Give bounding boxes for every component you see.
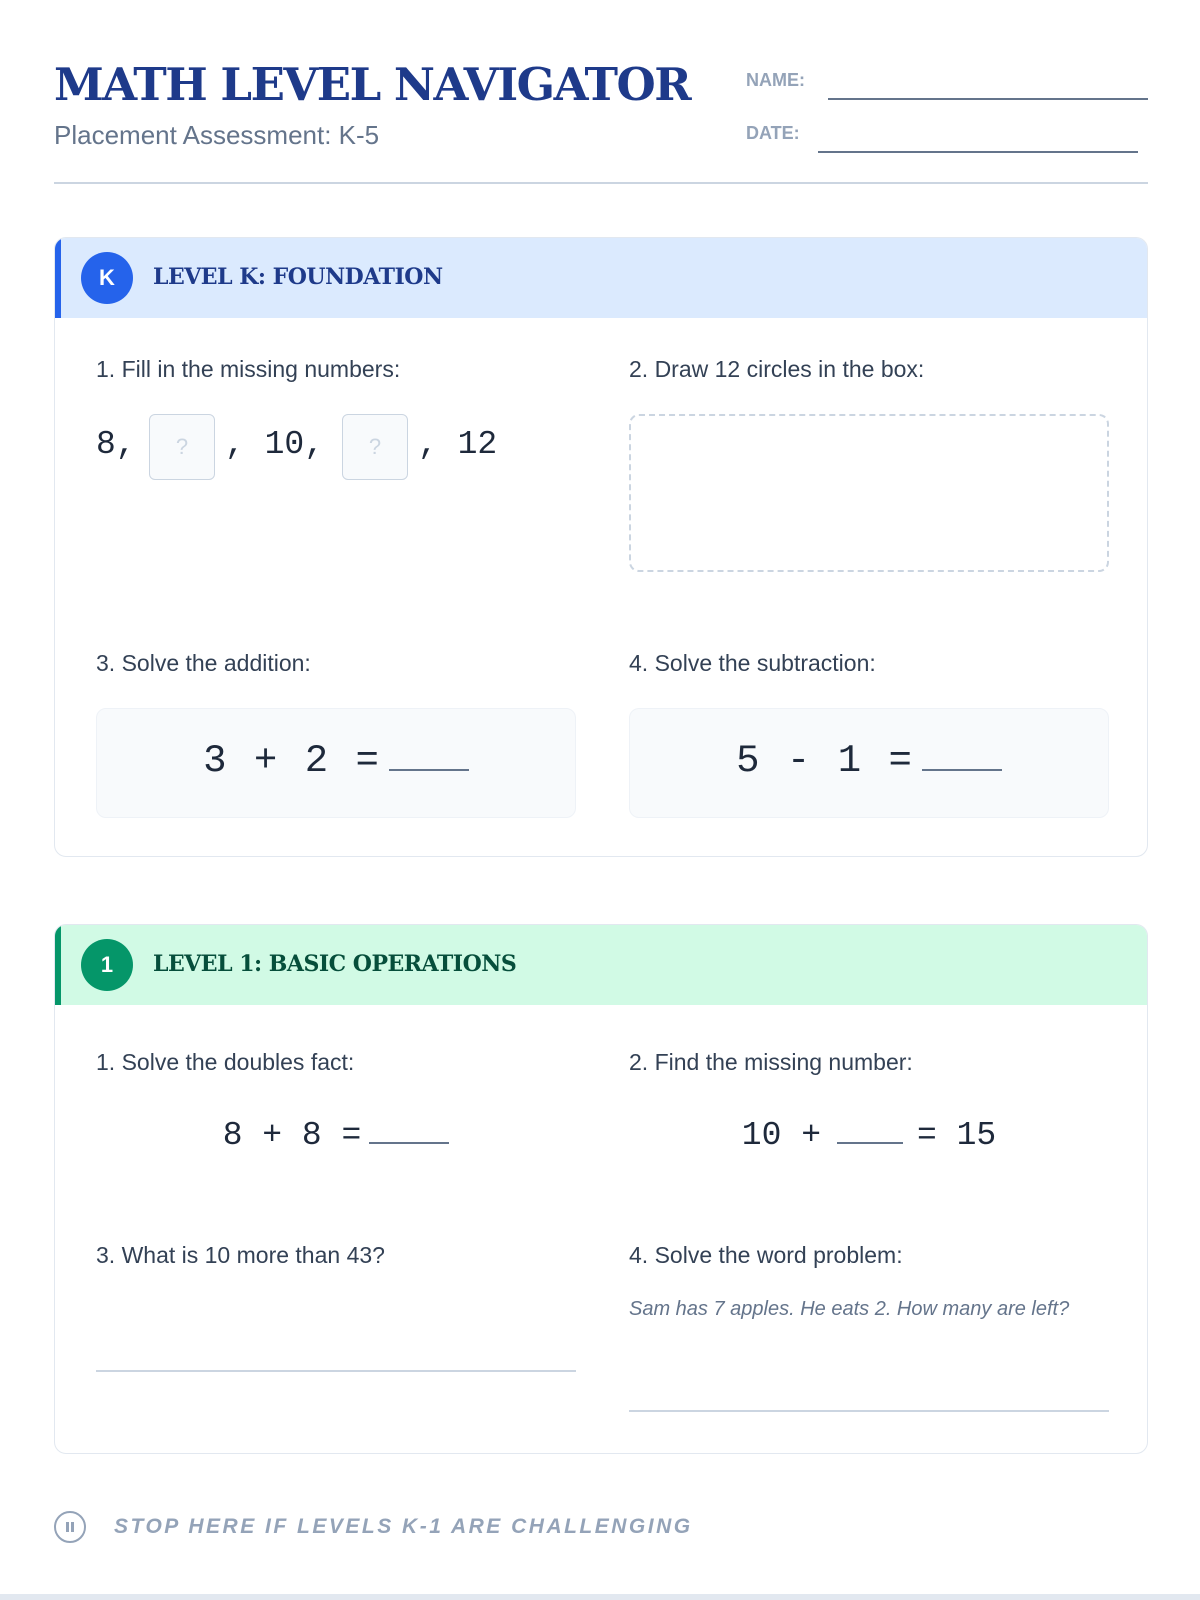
- addition-equation-box: [96, 708, 576, 818]
- question-k4-prompt: 4. Solve the subtraction:: [629, 650, 876, 676]
- doubles-equation: 8 + 8 =: [96, 1117, 576, 1154]
- missing-number-equation: 10 + = 15: [741, 1117, 997, 1154]
- sequence-number: , 10,: [225, 426, 325, 463]
- sequence-number: , 12: [418, 426, 498, 463]
- question-1-3-prompt: 3. What is 10 more than 43?: [96, 1242, 385, 1268]
- page-title: MATH LEVEL NAVIGATOR: [54, 58, 691, 111]
- level-1-badge: 1: [81, 939, 133, 991]
- worksheet-header: [54, 54, 1148, 184]
- answer-line[interactable]: [96, 1370, 576, 1372]
- stop-notice-text: STOP HERE IF LEVELS K-1 ARE CHALLENGING: [114, 1515, 693, 1538]
- level-k-section: [54, 237, 1148, 857]
- answer-blank[interactable]: [922, 769, 1002, 771]
- answer-blank[interactable]: [837, 1142, 903, 1144]
- answer-blank[interactable]: [389, 769, 469, 771]
- subtraction-equation: 5 - 1 =: [630, 739, 1108, 783]
- question-k3-prompt: 3. Solve the addition:: [96, 650, 311, 676]
- stop-notice: [54, 1511, 754, 1545]
- level-k-header: [55, 238, 1147, 318]
- date-field[interactable]: [818, 151, 1138, 153]
- level-1-header: [55, 925, 1147, 1005]
- subtraction-equation-box: [629, 708, 1109, 818]
- sequence-number: 8,: [96, 426, 136, 463]
- level-1-section: [54, 924, 1148, 1454]
- answer-blank[interactable]: [369, 1142, 449, 1144]
- addition-equation: 3 + 2 =: [97, 739, 575, 783]
- drawing-box[interactable]: [629, 414, 1109, 572]
- bottom-divider: [0, 1594, 1200, 1600]
- level-1-title: LEVEL 1: BASIC OPERATIONS: [153, 951, 517, 977]
- missing-number-box[interactable]: ?: [149, 414, 215, 480]
- question-1-2-prompt: 2. Find the missing number:: [629, 1049, 913, 1075]
- date-label: DATE:: [746, 123, 800, 143]
- level-k-badge: K: [81, 252, 133, 304]
- name-label: NAME:: [746, 70, 805, 90]
- number-sequence: [96, 414, 556, 480]
- question-k2-prompt: 2. Draw 12 circles in the box:: [629, 356, 925, 382]
- word-problem-text: Sam has 7 apples. He eats 2. How many are left?: [629, 1298, 1070, 1320]
- question-1-4-prompt: 4. Solve the word problem:: [629, 1242, 903, 1268]
- page-subtitle: Placement Assessment: K-5: [54, 120, 380, 150]
- level-k-title: LEVEL K: FOUNDATION: [153, 264, 443, 290]
- missing-number-box[interactable]: ?: [342, 414, 408, 480]
- question-k1-prompt: 1. Fill in the missing numbers:: [96, 356, 401, 382]
- pause-icon: [54, 1511, 86, 1543]
- answer-line[interactable]: [629, 1410, 1109, 1412]
- question-1-1-prompt: 1. Solve the doubles fact:: [96, 1049, 355, 1075]
- name-field[interactable]: [828, 98, 1148, 100]
